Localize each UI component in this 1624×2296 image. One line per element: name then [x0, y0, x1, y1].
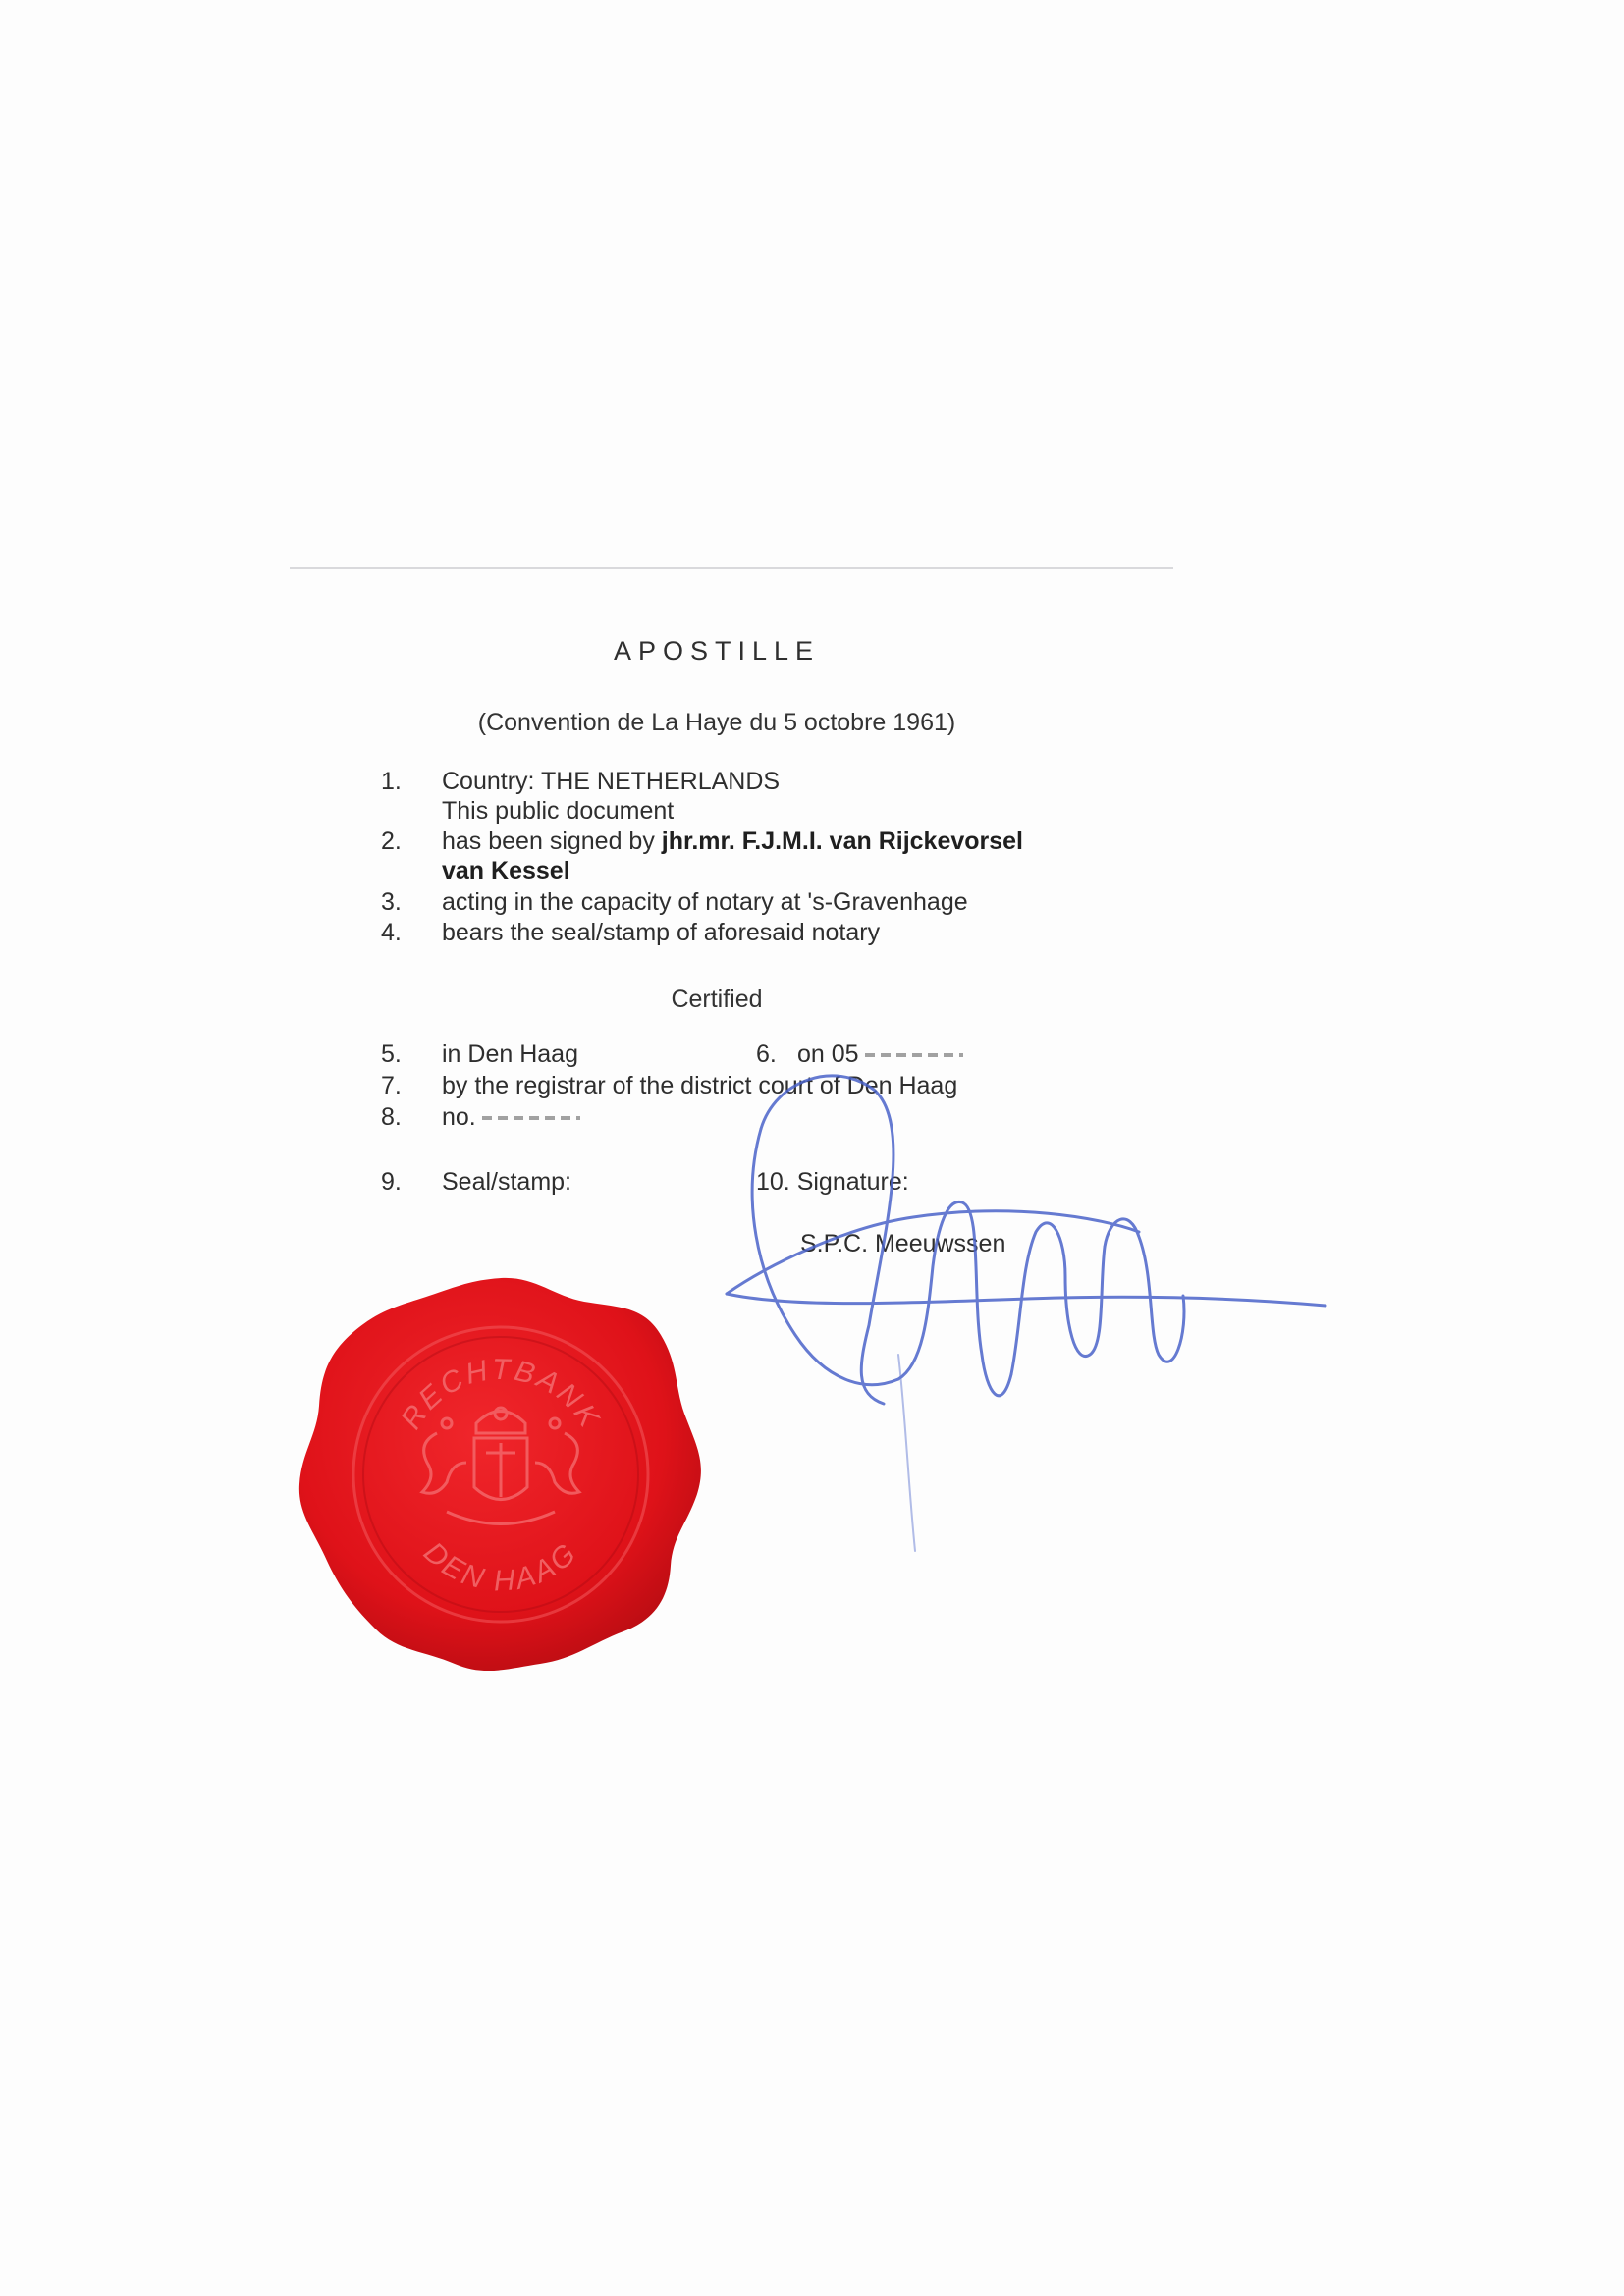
handwritten-signature — [687, 1041, 1335, 1590]
sig-stroke-baseline — [727, 1294, 1326, 1306]
top-divider — [290, 567, 1173, 569]
item-country: Country: THE NETHERLANDS — [442, 768, 781, 795]
item-number-1: 1. — [381, 768, 402, 795]
signer-printed-name: S.P.C. Meeuwssen — [800, 1230, 1006, 1257]
item-signed-by-prefix: has been signed by — [442, 828, 662, 855]
seal-bottom-text: DEN HAAG — [417, 1535, 584, 1598]
item-signed-by — [442, 828, 1023, 856]
item-number-6: 6. — [756, 1041, 777, 1068]
signer-name-line-2: van Kessel — [442, 857, 570, 884]
item-capacity: acting in the capacity of notary at 's-Gravenhage — [442, 888, 968, 916]
seal-top-text: RECHTBANK — [395, 1353, 607, 1435]
certified-heading: Certified — [671, 986, 763, 1013]
item-date-text: on 05 — [797, 1041, 859, 1068]
item-number-3: 3. — [381, 888, 402, 916]
item-number-4: 4. — [381, 919, 402, 946]
item-date — [797, 1041, 963, 1069]
item-number-7: 7. — [381, 1072, 402, 1099]
item-number-9: 9. — [381, 1168, 402, 1196]
item-number-5: 5. — [381, 1041, 402, 1068]
item-registrar: by the registrar of the district court of Den Haag — [442, 1072, 958, 1099]
item-number-8: 8. — [381, 1103, 402, 1131]
signer-name-line-1: jhr.mr. F.J.M.I. van Rijckevorsel — [661, 828, 1024, 855]
signature-label: 10. Signature: — [756, 1168, 909, 1196]
item-number-2: 2. — [381, 828, 402, 855]
item-public-document: This public document — [442, 797, 675, 825]
wax-seal — [290, 1266, 712, 1679]
redacted-date — [865, 1053, 963, 1057]
signature-strokes — [687, 1041, 1335, 1590]
sig-stroke-tail — [1105, 1219, 1184, 1362]
item-number — [442, 1103, 580, 1132]
item-number-prefix: no. — [442, 1103, 476, 1131]
sig-stroke-m-2 — [1011, 1223, 1105, 1374]
document-title: APOSTILLE — [613, 636, 821, 666]
wax-seal-graphic — [290, 1266, 712, 1679]
item-seal-bearing: bears the seal/stamp of aforesaid notary — [442, 919, 881, 946]
redacted-number — [482, 1116, 580, 1120]
item-seal-label: Seal/stamp: — [442, 1168, 572, 1196]
sig-stroke-drop — [898, 1355, 915, 1551]
document-subtitle: (Convention de La Haye du 5 octobre 1961) — [477, 709, 956, 736]
item-place: in Den Haag — [442, 1041, 578, 1068]
